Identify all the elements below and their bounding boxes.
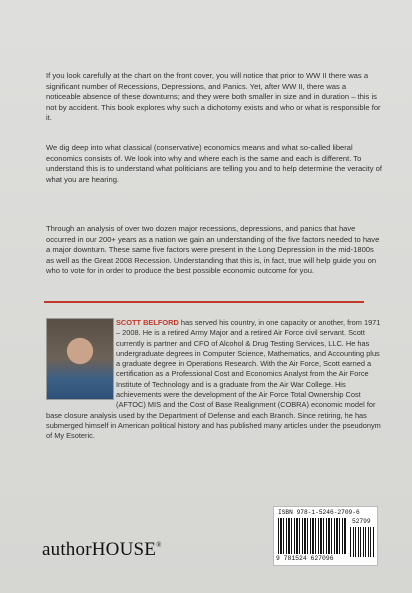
publisher-logo xyxy=(42,539,162,561)
barcode-bars xyxy=(278,518,346,554)
publisher-logo-text: authorHOUSE xyxy=(42,539,157,560)
isbn-barcode xyxy=(273,506,378,566)
blurb-paragraph-1: If you look carefully at the chart on the front cover, you will notice that prior to WW II there was a significant number of Recessions, Depressions, and Panics. Yet, after WW II, there was a noticeable absence of these downturns; and they were both smaller in size and in duration – this is not by accident. This book explores why such a dichotomy exists and who or what is responsible for it. xyxy=(46,71,381,123)
blurb-paragraph-3: Through an analysis of over two dozen major recessions, depressions, and panics that have occurred in our 200+ years as a nation we gain an understanding of the five factors needed to have a major downturn. These same five factors were present in the Long Depression in the mid-1800s as well as the Great 2008 Recession. Understanding that this is, in fact, true will help guide you on who to vote for in order to produce the best possible economic outcome for you. xyxy=(46,224,380,276)
blurb-paragraph-2: We dig deep into what classical (conservative) economics means and what so-called liberal economics consists of. We look into why and where each is the same and each is different. To understand this is to understand what politicians are telling you and to help determine the veracity of what you are hearing. xyxy=(46,143,383,184)
price-code: 52799 xyxy=(352,518,371,525)
author-bio xyxy=(46,318,382,442)
isbn-number: ISBN 978-1-5246-2709-6 xyxy=(278,509,360,516)
author-name: SCOTT BELFORD xyxy=(116,318,179,327)
section-divider xyxy=(44,301,364,303)
registered-mark: ® xyxy=(156,541,162,549)
author-bio-text: has served his country, in one capacity or another, from 1971 – 2008. He is a retired Army Major and a retired Air Force civil servant. Scott currently is partner and CFO of Alcohol & Drug Testing Services, LLC. He has undergraduate degrees in Computer Science, Mathematics, and Accounting plus a graduate degree in Operations Research. With the Air Force, Scott earned a certification as a Professional Cost and Economics Analyst from the Air Force Institute of Technology and is a graduate from the Air War College. His achievements were the development of the Air Force Total Ownership Cost (AFTOC) MIS and the Cost of Base Realignment (COBRA) economic model for base closure analysis used by the Department of Defense and each Branch. Since retiring, he has submerged himself in American political history and has published many articles under the pseudonym of My Esoteric. xyxy=(46,318,381,441)
ean-number: 9 781524 627096 xyxy=(276,555,334,562)
price-barcode-bars xyxy=(350,527,374,557)
